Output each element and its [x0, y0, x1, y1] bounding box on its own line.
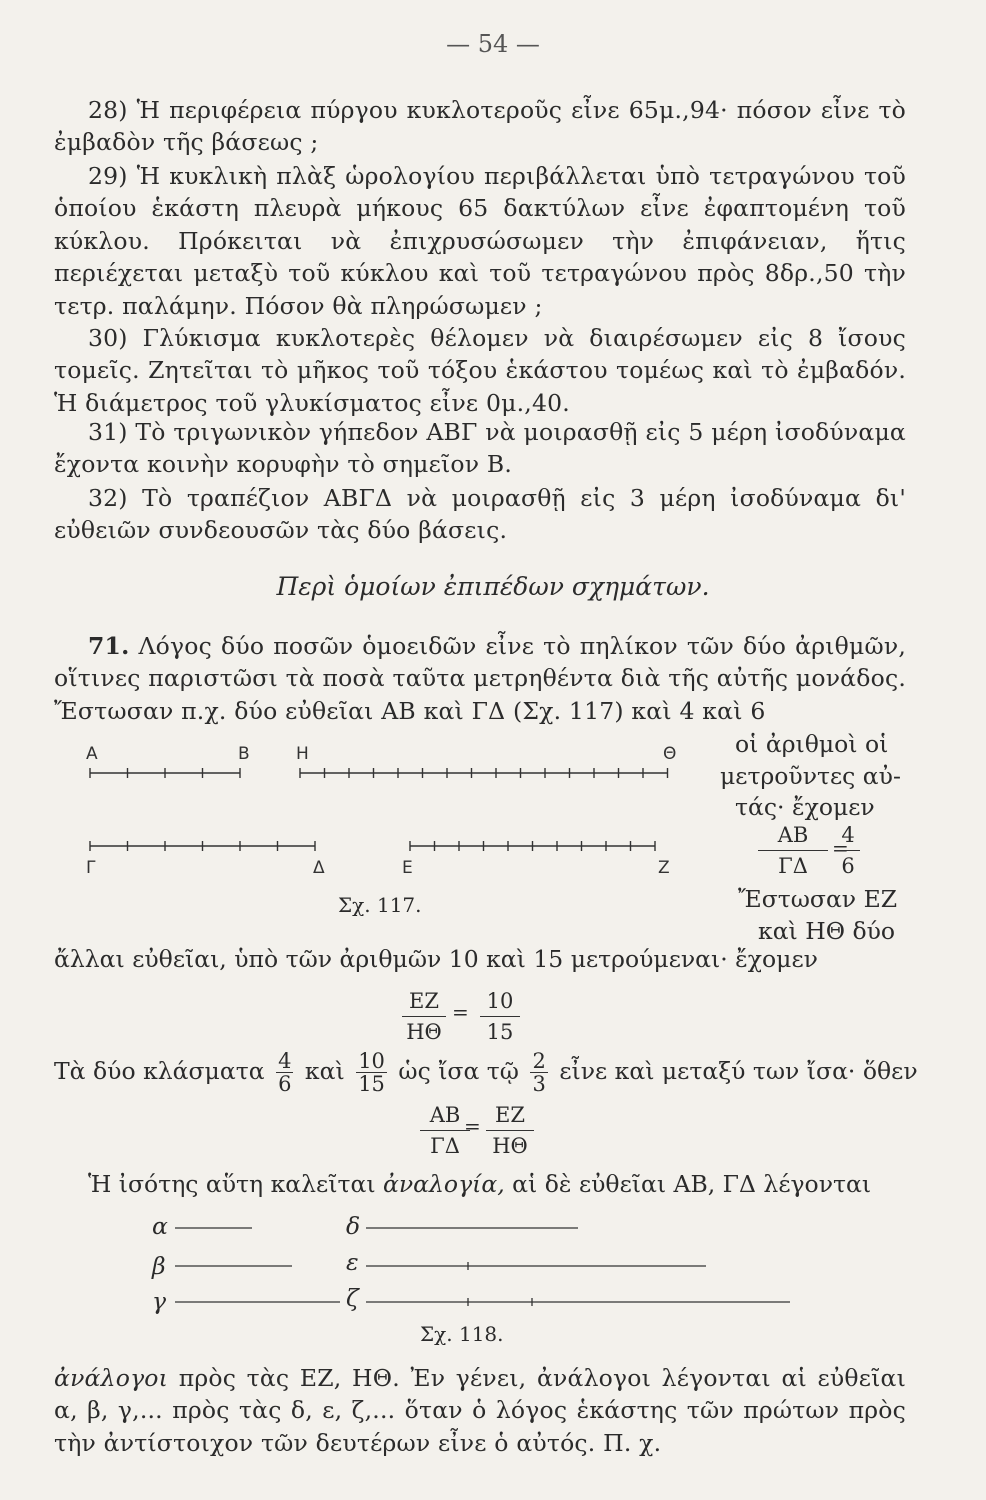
exercise-29: 29) Ἡ κυκλικὴ πλὰξ ὡρολογίου περιβάλλεται ὑπὸ τετραγώνου τοῦ ὁποίου ἑκάστη πλευρὰ μήκους 65 δακτύλων εἶνε ἐφαπτομένη τοῦ κύκλου. Πρόκειται νὰ ἐπιχρυσώσωμεν τὴν ἐπιφάνειαν, ἥτις περιέχεται μεταξὺ τοῦ κύκλου καὶ τοῦ τετραγώνου πρὸς 8δρ.,50 τὴν τετρ. παλάμην. Πόσον θὰ πληρώσωμεν ; [54, 162, 906, 320]
label-zeta: ζ [346, 1284, 359, 1312]
label-A: Α [86, 744, 98, 764]
label-epsilon: ε [346, 1248, 359, 1276]
side-text-3: τάς· ἔχομεν [735, 793, 875, 821]
section-71-line-d: Ἡ ἰσότης αὕτη καλεῖται ἀναλογία, αἱ δὲ εὐθεῖαι ΑΒ, ΓΔ λέγονται [88, 1170, 872, 1198]
section-71-line-e: ἀνάλογοι πρὸς τὰς ΕΖ, ΗΘ. Ἐν γένει, ἀνάλογοι λέγονται αἱ εὐθεῖαι α, β, γ,... πρὸς τὰς δ, ε, ζ,... ὅταν ὁ λόγος ἑκάστης τῶν πρώτων πρὸς τὴν ἀντίστοιχον τῶν δευτέρων εἶνε ὁ αὐτός. Π. χ. [54, 1364, 907, 1457]
figure-117-caption: Σχ. 117. [338, 893, 422, 917]
label-B: Β [238, 744, 250, 764]
side-text-5: καὶ ΗΘ δύο [758, 917, 896, 945]
section-71-line-c: Τὰ δύο κλάσματα $\frac{4}{6}$ καὶ $\frac{10}{15}$ ὡς ἴσα τῷ $\frac{2}{3}$ εἶνε καὶ μεταξύ των ἴσα· ὅθεν [54, 1049, 918, 1096]
label-Z: Ζ [658, 858, 670, 878]
label-H: Η [296, 744, 309, 764]
label-alpha: α [152, 1212, 168, 1240]
fraction-4-6: 4 6 [836, 820, 860, 881]
exercise-28: 28) Ἡ περιφέρεια πύργου κυκλοτεροῦς εἶνε 65μ.,94· πόσον εἶνε τὸ ἐμβαδὸν τῆς βάσεως ; [54, 96, 906, 157]
side-text-2: μετροῦντες αὐ- [720, 762, 901, 790]
side-text-1: οἱ ἀριθμοὶ οἱ [735, 730, 889, 758]
fraction-ez-ht-2: ΕΖ ΗΘ [486, 1100, 534, 1161]
label-beta: β [152, 1252, 166, 1280]
exercise-32: 32) Τὸ τραπέζιον ΑΒΓΔ νὰ μοιρασθῇ εἰς 3 μέρη ἰσοδύναμα δι' εὐθειῶν συνδεουσῶν τὰς δύο βάσεις. [54, 484, 906, 545]
exercise-31: 31) Τὸ τριγωνικὸν γήπεδον ΑΒΓ νὰ μοιρασθῇ εἰς 5 μέρη ἰσοδύναμα ἔχοντα κοινὴν κορυφὴν τὸ σημεῖον Β. [54, 418, 906, 479]
section-heading: Περὶ ὁμοίων ἐπιπέδων σχημάτων. [276, 572, 710, 601]
fraction-2-3-inline: $\frac{2}{3}$ [532, 1049, 546, 1096]
page-number: — 54 — [446, 30, 540, 58]
equals-sign-3: = [464, 1114, 481, 1138]
label-G: Γ [86, 858, 96, 878]
equals-sign-2: = [452, 1000, 469, 1024]
fraction-10-15-inline: $\frac{10}{15}$ [358, 1049, 385, 1096]
label-delta: δ [346, 1212, 361, 1240]
label-gamma: γ [152, 1287, 167, 1315]
fraction-ez-ht: ΕΖ ΗΘ [402, 986, 446, 1047]
equals-sign: = [832, 836, 849, 860]
section-71-line-b: ἄλλαι εὐθεῖαι, ὑπὸ τῶν ἀριθμῶν 10 καὶ 15 μετρούμεναι· ἔχομεν [54, 945, 818, 973]
fraction-10-15: 10 15 [480, 986, 520, 1047]
fraction-ab-gd-2: ΑΒ ΓΔ [420, 1100, 470, 1161]
section-number: 71. [88, 632, 130, 660]
side-text-4: Ἔστωσαν ΕΖ [738, 885, 898, 913]
label-D: Δ [313, 858, 325, 878]
exercise-30: 30) Γλύκισμα κυκλοτερὲς θέλομεν νὰ διαιρέσωμεν εἰς 8 ἴσους τομεῖς. Ζητεῖται τὸ μῆκος τοῦ τόξου ἑκάστου τομέως καὶ τὸ ἐμβαδόν. Ἡ διάμετρος τοῦ γλυκίσματος εἶνε 0μ.,40. [54, 324, 906, 417]
section-71-intro: 71. Λόγος δύο ποσῶν ὁμοειδῶν εἶνε τὸ πηλίκον τῶν δύο ἀριθμῶν, οἵτινες παριστῶσι τὰ ποσὰ ταῦτα μετρηθέντα διὰ τῆς αὐτῆς μονάδος. Ἔστωσαν π.χ. δύο εὐθεῖαι ΑΒ καὶ ΓΔ (Σχ. 117) καὶ 4 καὶ 6 [54, 632, 906, 725]
fraction-4-6-inline: $\frac{4}{6}$ [278, 1049, 292, 1096]
label-Th: Θ [663, 744, 677, 764]
figure-118-caption: Σχ. 118. [420, 1322, 504, 1346]
fraction-ab-gd: ΑΒ ΓΔ [758, 820, 828, 881]
label-E: Ε [402, 858, 413, 878]
